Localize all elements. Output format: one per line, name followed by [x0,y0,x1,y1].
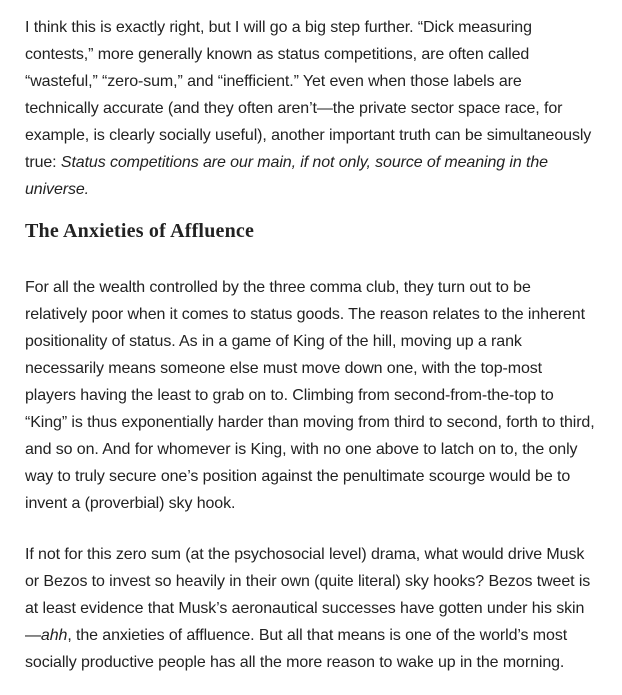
paragraph-emphasis: Status competitions are our main, if not only, source of meaning in the universe. [25,154,548,198]
section-heading: The Anxieties of Affluence [25,220,255,242]
paragraph-sky-hooks [25,541,597,676]
paragraph-text: I think this is exactly right, but I will go a big step further. “Dick measuring contests,” more generally known as status competitions, are often called “wasteful,” “zero-sum,” and “inefficient.” Yet even when those labels are technically accurate (and they often aren’t—the private sector space race, for example, is clearly socially useful), another important truth can be simultaneously true: [25,19,592,171]
article-body [25,14,597,671]
paragraph-status-goods: For all the wealth controlled by the three comma club, they turn out to be relatively poor when it comes to status goods. The reason relates to the inherent positionality of status. As in a game of King of the hill, moving up a rank necessarily means someone else must move down one, with the top-most players having the least to grab on to. Climbing from second-from-the-top to “King” is thus exponentially harder than moving from third to second, forth to third, and so on. And for whomever is King, with no one above to latch on to, the only way to truly secure one’s position against the penultimate scourge would be to invent a (proverbial) sky hook. [25,279,595,512]
paragraph-text-after: , the anxieties of affluence. But all that means is one of the world’s most socially productive people has all the more reason to wake up in the morning. [25,627,568,671]
paragraph-status-competitions [25,14,597,203]
paragraph-emphasis: ahh [40,627,68,644]
paragraph-text-before: If not for this zero sum (at the psychosocial level) drama, what would drive Musk or Bezos to invest so heavily in their own (quite literal) sky hooks? Bezos tweet is at least evidence that Musk’s aeronautical successes have gotten under his skin— [25,546,591,644]
